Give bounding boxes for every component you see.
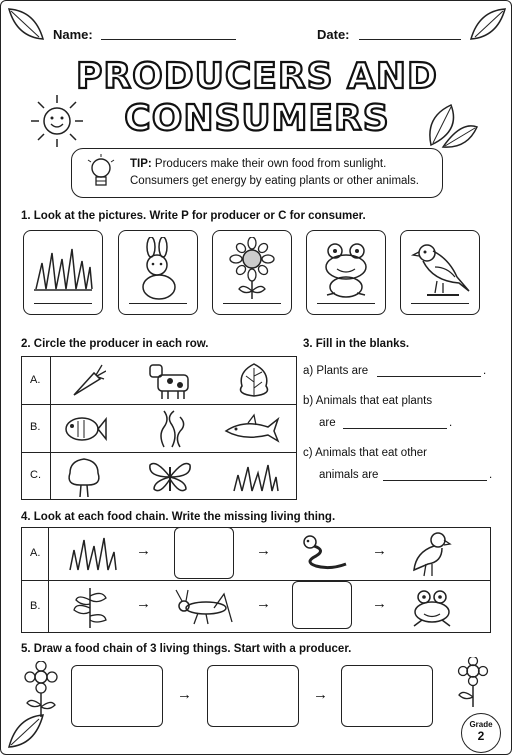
grade-label: Grade <box>469 720 493 729</box>
picture-card-grass <box>23 230 103 315</box>
tip-label: TIP: <box>130 158 152 170</box>
butterfly-icon[interactable] <box>146 457 194 497</box>
tip-box <box>71 148 443 198</box>
table-divider <box>22 580 490 581</box>
sun-icon <box>29 93 85 149</box>
row-label: A. <box>30 547 41 559</box>
arrow-icon: → <box>136 542 151 559</box>
arrow-icon: → <box>372 595 387 612</box>
fish-icon[interactable] <box>62 411 108 447</box>
missing-answer-box[interactable] <box>292 581 352 629</box>
circle-producer-table <box>21 356 297 500</box>
sunflower-icon <box>221 237 283 301</box>
leaves-icon <box>421 97 479 151</box>
carrot-icon[interactable] <box>66 363 106 399</box>
answer-line[interactable] <box>129 303 187 304</box>
row-label: B. <box>30 421 41 433</box>
grasshopper-icon <box>174 588 234 628</box>
grass-icon[interactable] <box>230 459 280 495</box>
period: . <box>489 469 493 481</box>
draw-box-2[interactable] <box>207 665 299 727</box>
question-2-prompt: 2. Circle the producer in each row. <box>21 338 209 350</box>
tip-text <box>130 156 419 190</box>
rabbit-icon <box>127 237 189 301</box>
arrow-icon: → <box>313 686 328 703</box>
blank-a-text: a) Plants are <box>303 365 369 377</box>
title-line-1: PRODUCERS AND <box>76 56 438 97</box>
table-divider <box>50 357 51 499</box>
eagle-icon <box>408 530 452 578</box>
grade-badge <box>461 713 501 753</box>
arrow-icon: → <box>372 542 387 559</box>
picture-card-rabbit <box>118 230 198 315</box>
arrow-icon: → <box>136 595 151 612</box>
missing-answer-box[interactable] <box>174 527 234 579</box>
blank-b-line[interactable] <box>343 428 447 429</box>
picture-card-bird <box>400 230 480 315</box>
row-label: A. <box>30 374 41 386</box>
blank-a-line[interactable] <box>377 376 481 377</box>
flower-icon <box>453 657 493 709</box>
grade-number: 2 <box>477 729 485 743</box>
tip-line-2: Consumers get energy by eating plants or other animals. <box>130 175 419 187</box>
arrow-icon: → <box>177 686 192 703</box>
blank-c-text-2: animals are <box>319 469 379 481</box>
blank-c-line[interactable] <box>383 480 487 481</box>
row-label: C. <box>30 469 41 481</box>
question-4-prompt: 4. Look at each food chain. Write the missing living thing. <box>21 511 336 523</box>
date-field[interactable] <box>359 39 461 40</box>
table-divider <box>22 404 296 405</box>
period: . <box>449 417 453 429</box>
food-chain-table <box>21 527 491 633</box>
question-1-prompt: 1. Look at the pictures. Write P for producer or C for consumer. <box>21 210 366 222</box>
row-label: B. <box>30 600 41 612</box>
grass-icon <box>32 237 94 297</box>
period: . <box>483 365 487 377</box>
corner-leaf-icon <box>467 5 509 47</box>
tip-line-1: Producers make their own food from sunlight. <box>151 158 387 170</box>
question-5-prompt: 5. Draw a food chain of 3 living things. Start with a producer. <box>21 643 352 655</box>
grass-icon <box>66 534 118 574</box>
snake-icon <box>296 534 350 574</box>
answer-line[interactable] <box>317 303 375 304</box>
arrow-icon: → <box>256 595 271 612</box>
seaweed-icon[interactable] <box>154 409 190 449</box>
frog-icon <box>410 588 454 628</box>
blank-b-text-2: are <box>319 417 336 429</box>
blank-b-text: b) Animals that eat plants <box>303 395 433 407</box>
shark-icon[interactable] <box>224 413 280 445</box>
blank-c-text: c) Animals that eat other <box>303 447 428 459</box>
frog-icon <box>315 237 377 301</box>
bird-icon <box>409 237 471 301</box>
corner-leaf-icon <box>5 5 47 47</box>
answer-line[interactable] <box>34 303 92 304</box>
draw-box-1[interactable] <box>71 665 163 727</box>
arrow-icon: → <box>256 542 271 559</box>
leaf-branch-icon <box>68 586 112 630</box>
tree-icon[interactable] <box>64 457 104 499</box>
lightbulb-icon <box>86 154 116 192</box>
picture-card-sunflower <box>212 230 292 315</box>
name-label: Name: <box>53 27 93 42</box>
date-label: Date: <box>317 27 350 42</box>
title-line-2: CONSUMERS <box>124 98 390 139</box>
bush-icon[interactable] <box>234 362 274 400</box>
flower-icon <box>21 661 61 719</box>
picture-card-frog <box>306 230 386 315</box>
draw-box-3[interactable] <box>341 665 433 727</box>
name-field[interactable] <box>101 39 236 40</box>
question-3-prompt: 3. Fill in the blanks. <box>303 338 410 350</box>
answer-line[interactable] <box>223 303 281 304</box>
answer-line[interactable] <box>411 303 469 304</box>
cow-icon[interactable] <box>148 361 192 401</box>
table-divider <box>22 452 296 453</box>
